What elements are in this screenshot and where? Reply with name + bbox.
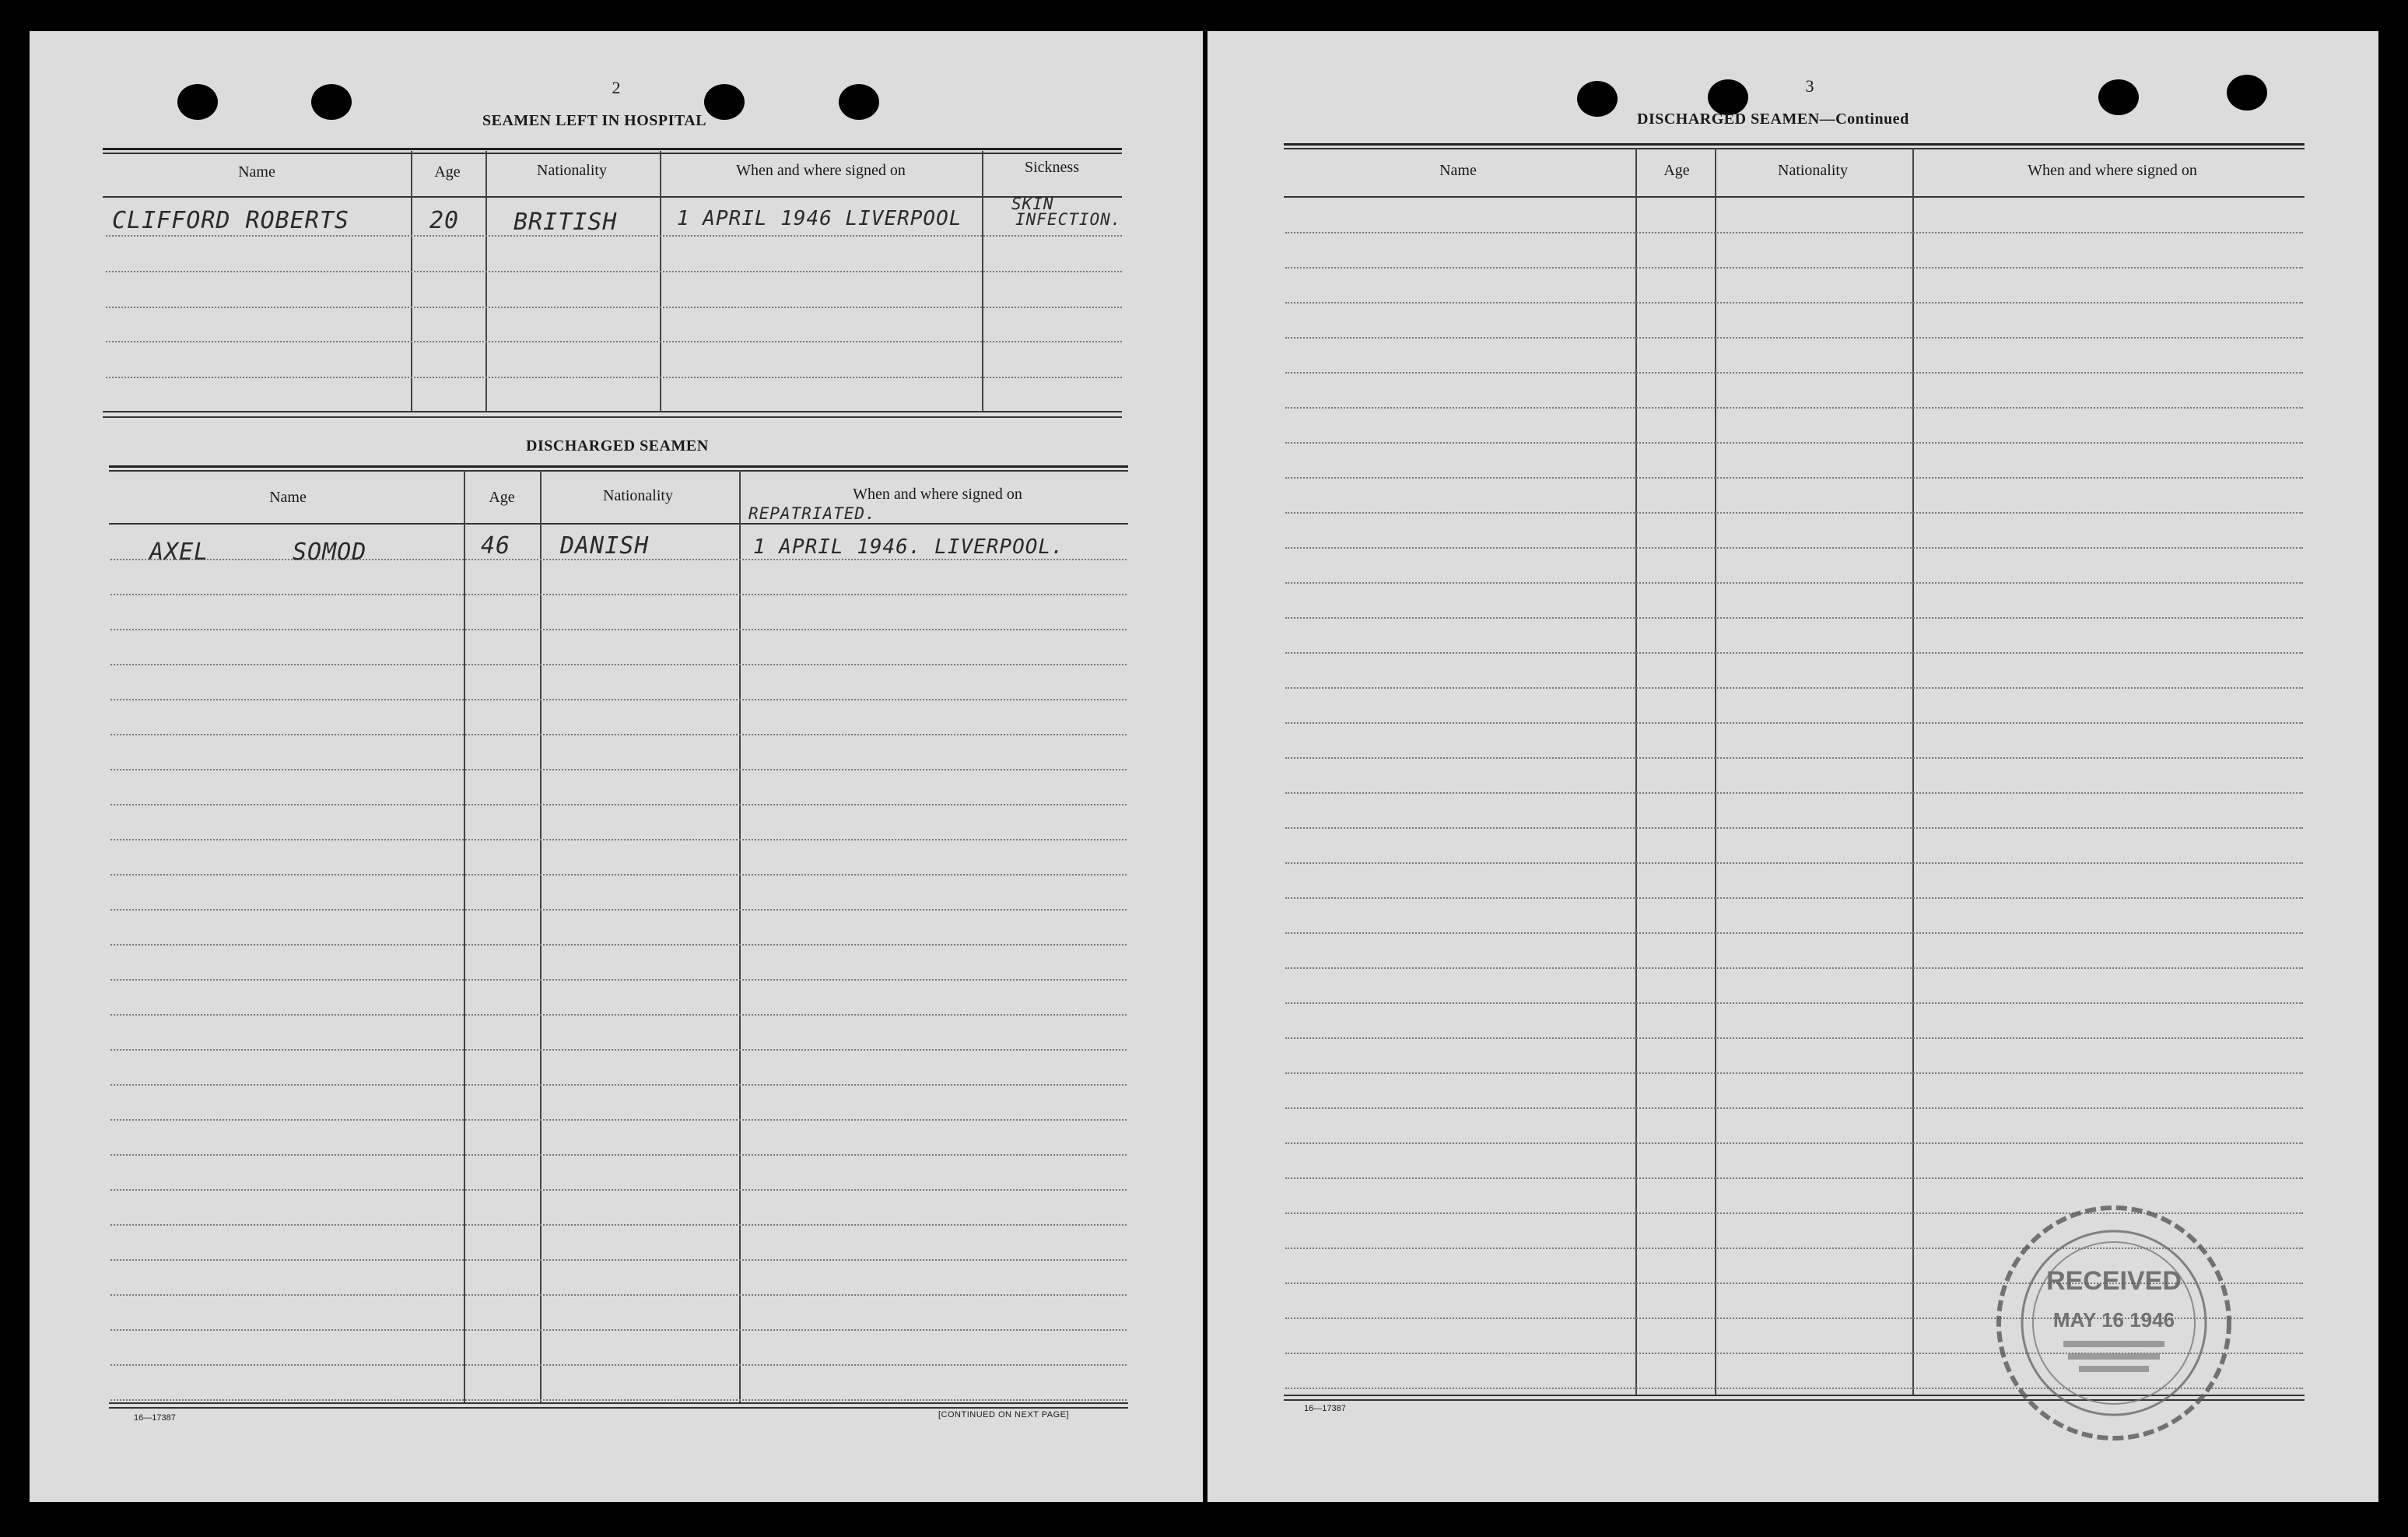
stamp-date: MAY 16 1946 xyxy=(2052,1308,2175,1332)
row-rule xyxy=(110,1294,1127,1296)
row-rule xyxy=(110,699,1127,700)
discharged-name-first: AXEL xyxy=(149,539,209,566)
column-divider xyxy=(540,470,542,1402)
row-rule xyxy=(110,594,1127,595)
column-header-age: Age xyxy=(489,489,515,506)
row-rule xyxy=(1285,617,2303,619)
page-number: 3 xyxy=(1805,76,1814,96)
row-rule xyxy=(1285,897,2303,899)
row-rule xyxy=(1285,1107,2303,1109)
row-rule xyxy=(1285,827,2303,829)
discharged-nationality: DANISH xyxy=(560,532,650,560)
table-rule xyxy=(109,1407,1128,1409)
hospital-sickness-line-2: INFECTION. xyxy=(1015,210,1122,229)
table-rule xyxy=(103,411,1122,412)
received-stamp xyxy=(1993,1202,2234,1444)
row-rule xyxy=(1285,442,2303,444)
column-header-nationality: Nationality xyxy=(537,162,607,179)
column-header-sickness: Sickness xyxy=(1025,159,1079,176)
row-rule xyxy=(110,979,1127,981)
row-rule xyxy=(1285,1002,2303,1004)
discharged-name-last: SOMOD xyxy=(293,539,367,566)
row-rule xyxy=(110,769,1127,770)
row-rule xyxy=(110,629,1127,630)
table-rule xyxy=(109,1402,1128,1404)
hospital-age: 20 xyxy=(429,207,460,234)
column-divider xyxy=(1715,148,1716,1395)
row-rule xyxy=(110,874,1127,876)
column-header-name: Name xyxy=(1439,162,1477,179)
table-rule xyxy=(103,148,1122,150)
column-divider xyxy=(464,470,465,1402)
form-number: 16—17387 xyxy=(1304,1404,1346,1413)
column-divider xyxy=(739,470,741,1402)
row-rule xyxy=(110,1399,1127,1401)
row-rule xyxy=(110,1259,1127,1261)
punch-hole xyxy=(839,84,879,120)
punch-hole xyxy=(311,84,352,120)
column-divider xyxy=(660,151,661,412)
section-title-suffix: —Continued xyxy=(1819,111,1909,128)
column-divider xyxy=(982,151,983,412)
punch-hole xyxy=(2227,75,2267,111)
punch-hole xyxy=(2098,79,2139,115)
table-rule xyxy=(109,523,1128,525)
table-rule xyxy=(109,470,1128,472)
section-title: SEAMEN LEFT IN HOSPITAL xyxy=(482,112,707,129)
row-rule xyxy=(110,1189,1127,1191)
row-rule xyxy=(1285,372,2303,374)
row-rule xyxy=(110,664,1127,665)
row-rule xyxy=(110,909,1127,911)
row-rule xyxy=(110,1364,1127,1366)
row-rule xyxy=(110,839,1127,840)
hospital-name: CLIFFORD ROBERTS xyxy=(112,207,349,234)
row-rule xyxy=(1285,932,2303,934)
table-rule xyxy=(1284,148,2305,149)
row-rule xyxy=(110,804,1127,805)
column-header-name: Name xyxy=(269,489,307,506)
row-rule xyxy=(110,944,1127,946)
row-rule xyxy=(1285,652,2303,654)
row-rule xyxy=(1285,302,2303,304)
column-divider xyxy=(411,151,412,412)
table-rule xyxy=(1284,196,2305,198)
row-rule xyxy=(1285,862,2303,864)
row-rule xyxy=(110,1084,1127,1086)
column-header-age: Age xyxy=(1663,162,1690,179)
punch-hole xyxy=(177,84,218,120)
column-header-signed-on: When and where signed on xyxy=(736,162,906,179)
row-rule xyxy=(1285,582,2303,584)
column-divider xyxy=(485,151,487,412)
row-rule xyxy=(1285,792,2303,794)
column-divider xyxy=(1912,148,1914,1395)
table-rule xyxy=(103,416,1122,418)
row-rule xyxy=(110,1224,1127,1226)
stamp-word: RECEIVED xyxy=(2046,1266,2182,1296)
column-header-nationality: Nationality xyxy=(603,487,673,504)
form-number: 16—17387 xyxy=(134,1413,176,1423)
row-rule xyxy=(1285,337,2303,339)
section-title: DISCHARGED SEAMEN xyxy=(526,437,709,454)
punch-hole xyxy=(704,84,745,120)
row-rule xyxy=(1285,1142,2303,1144)
row-rule xyxy=(110,1119,1127,1121)
table-rule xyxy=(103,153,1122,154)
hospital-signed-on: 1 APRIL 1946 LIVERPOOL xyxy=(677,207,962,230)
row-rule xyxy=(1285,512,2303,514)
row-rule xyxy=(106,307,1122,308)
table-rule xyxy=(1284,143,2305,146)
continued-note: [CONTINUED ON NEXT PAGE] xyxy=(938,1410,1070,1419)
row-rule xyxy=(1285,1037,2303,1039)
row-rule xyxy=(106,341,1122,342)
repatriated-note: REPATRIATED. xyxy=(748,504,876,523)
row-rule xyxy=(110,1329,1127,1331)
column-header-age: Age xyxy=(434,163,461,181)
table-rule xyxy=(103,196,1122,198)
discharged-signed-on: 1 APRIL 1946. LIVERPOOL. xyxy=(753,535,1064,559)
row-rule xyxy=(1285,757,2303,759)
column-divider xyxy=(1635,148,1637,1395)
column-header-nationality: Nationality xyxy=(1778,162,1848,179)
table-rule xyxy=(109,465,1128,468)
row-rule xyxy=(110,734,1127,735)
column-header-signed-on: When and where signed on xyxy=(2028,162,2197,179)
column-header-name: Name xyxy=(238,163,275,181)
section-title xyxy=(1637,111,1909,128)
page-number: 2 xyxy=(612,78,621,97)
row-rule xyxy=(110,1049,1127,1051)
row-rule xyxy=(110,1014,1127,1016)
row-rule xyxy=(1285,232,2303,233)
row-rule xyxy=(1285,687,2303,689)
row-rule xyxy=(106,377,1122,378)
row-rule xyxy=(1285,477,2303,479)
left-page xyxy=(30,31,1203,1502)
row-rule xyxy=(1285,722,2303,724)
row-rule xyxy=(1285,967,2303,969)
row-rule xyxy=(1285,407,2303,409)
row-rule xyxy=(1285,267,2303,268)
punch-hole xyxy=(1577,81,1618,117)
section-title-main: DISCHARGED SEAMEN xyxy=(1637,111,1820,128)
hospital-sickness-line-1: SKIN xyxy=(1011,195,1054,213)
row-rule xyxy=(1285,547,2303,549)
discharged-age: 46 xyxy=(481,532,511,560)
row-rule xyxy=(106,271,1122,272)
row-rule xyxy=(1285,1177,2303,1179)
hospital-nationality: BRITISH xyxy=(513,209,618,236)
column-header-signed-on: When and where signed on xyxy=(853,486,1022,503)
row-rule xyxy=(110,1154,1127,1156)
row-rule xyxy=(1285,1072,2303,1074)
